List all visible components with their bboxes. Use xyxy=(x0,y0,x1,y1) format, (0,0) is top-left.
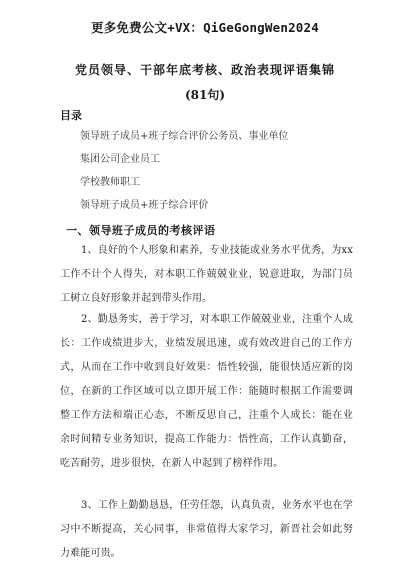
body-paragraph: 1、良好的个人形象和素养，专业技能或业务水平优秀，为xx工作不计个人得失，对本职工作兢兢业业，锐意进取，为部门员工树立良好形象并起到带头作用。 xyxy=(60,245,353,304)
toc-item[interactable]: 学校教师职工 xyxy=(80,177,140,188)
toc-item[interactable]: 领导班子成员+班子综合评价公务员、事业单位 xyxy=(80,131,289,142)
toc-item[interactable]: 集团公司企业员工 xyxy=(80,154,160,165)
section-heading: 一、领导班子成员的考核评语 xyxy=(66,224,216,237)
toc-heading: 目录 xyxy=(60,109,82,122)
document-title: 党员领导、干部年底考核、政治表现评语集锦 xyxy=(74,63,335,77)
promo-line: 更多免费公文+VX：QiGeGongWen2024 xyxy=(91,20,319,35)
toc-item[interactable]: 领导班子成员+班子综合评价 xyxy=(80,200,209,211)
document-count: (81句) xyxy=(184,88,226,102)
body-paragraph: 3、工作上勤勤恳恳，任劳任怨，认真负责，业务水平也在学习中不断提高，关心同事，非常值得大家学习，新晋社会如此努力难能可贵。 xyxy=(60,500,353,559)
body-paragraph: 2、勤恳务实，善于学习，对本职工作兢兢业业，注重个人成长：工作成绩进步大，业绩发展迅速，或有效改进自己的工作方式，从而在工作中收到良好效果：悟性较强，能很快适应新的岗位，在新的工作区域可以立即开展工作：能随时根据工作需要调整工作方法和端正心态，不断反思自己，注重个人成长：能在业余时间精专业务知识，提高工作能力：悟性高，工作认真勤奋，吃苦耐劳，进步很快，在新人中起到了榜样作用。 xyxy=(60,314,353,469)
toc-list xyxy=(80,125,288,217)
